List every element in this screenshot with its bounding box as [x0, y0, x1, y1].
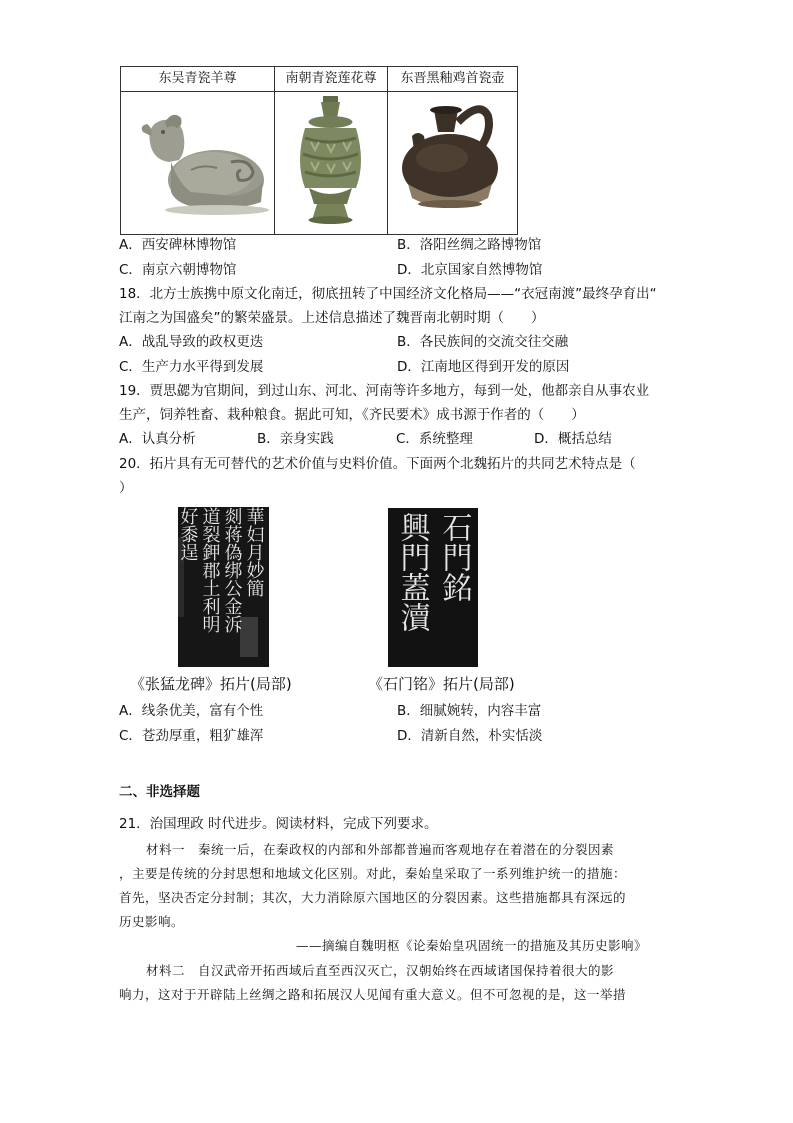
artifact-header: 东吴青瓷羊尊 — [121, 67, 274, 92]
material1-line4: 历史影响。 — [119, 914, 185, 929]
q19-stem-line2: 生产，饲养牲畜、栽种粮食。据此可知，《齐民要术》成书源于作者的（ ） — [119, 407, 585, 423]
rubbing1-caption: 《张猛龙碑》拓片(局部) — [130, 675, 292, 693]
q19-option-a[interactable]: A．认真分析 — [119, 431, 196, 447]
rubbing1-col: 華妇月妙簡 — [243, 507, 265, 597]
q19-stem-line1: 19．贾思勰为官期间，到过山东、河北、河南等许多地方，每到一处，他都亲自从事农业 — [119, 383, 650, 399]
artifact-table — [120, 66, 518, 235]
material2-line2: 响力，这对于开辟陆上丝绸之路和拓展汉人见闻有重大意义。但不可忽视的是，这一举措 — [119, 987, 627, 1002]
q18-stem-line1: 18．北方士族携中原文化南迁，彻底扭转了中国经济文化格局——“衣冠南渡”最终孕育出“ — [119, 286, 657, 302]
artifact-header: 南朝青瓷莲花尊 — [275, 67, 387, 92]
q20-option-b[interactable]: B．细腻婉转，内容丰富 — [397, 703, 542, 719]
celadon-sheep-image — [121, 92, 274, 234]
q18-option-b[interactable]: B．各民族间的交流交往交融 — [397, 334, 569, 350]
black-glazed-ewer-image — [388, 92, 517, 234]
rubbing2-col: 石門銘 — [436, 512, 472, 602]
zhang-menglong-rubbing-image — [178, 507, 269, 667]
q19-option-c[interactable]: C．系统整理 — [396, 431, 473, 447]
q19-option-b[interactable]: B．亲身实践 — [257, 431, 334, 447]
material1-line3: 首先，坚决否定分封制；其次，大力消除原六国地区的分裂因素。这些措施都具有深远的 — [119, 890, 627, 905]
section-title: 二、非选择题 — [119, 784, 200, 800]
material2-line1: 材料二 自汉武帝开拓西域后直至西汉灭亡，汉朝始终在西域诸国保持着很大的影 — [146, 963, 615, 978]
q17-option-d[interactable]: D．北京国家自然博物馆 — [397, 262, 543, 278]
artifact-column-sheep — [121, 67, 275, 234]
q19-option-d[interactable]: D．概括总结 — [534, 431, 612, 447]
q18-option-d[interactable]: D．江南地区得到开发的原因 — [397, 359, 570, 375]
rubbing1-col: 剡蒋偽绑公金泝 — [221, 507, 243, 633]
artifact-header: 东晋黑釉鸡首瓷壶 — [388, 67, 517, 92]
q20-option-a[interactable]: A．线条优美，富有个性 — [119, 703, 264, 719]
rubbing1-col: 好黍逞 — [178, 507, 199, 561]
q21-intro: 21．治国理政 时代进步。阅读材料，完成下列要求。 — [119, 816, 438, 832]
q17-option-c[interactable]: C．南京六朝博物馆 — [119, 262, 237, 278]
artifact-column-ewer — [388, 67, 517, 234]
artifact-column-lotus — [275, 67, 388, 234]
q20-stem-line2: ） — [119, 480, 133, 496]
material1-line2: ，主要是传统的分封思想和地域文化区别。对此，秦始皇采取了一系列维护统一的措施： — [119, 866, 627, 881]
q17-option-b[interactable]: B．洛阳丝绸之路博物馆 — [397, 237, 542, 253]
q18-option-c[interactable]: C．生产力水平得到发展 — [119, 359, 264, 375]
celadon-lotus-vessel-image — [275, 92, 387, 234]
q20-option-d[interactable]: D．清新自然，朴实恬淡 — [397, 728, 543, 744]
q20-stem-line1: 20．拓片具有无可替代的艺术价值与史料价值。下面两个北魏拓片的共同艺术特点是（ — [119, 456, 636, 472]
q18-option-a[interactable]: A．战乱导致的政权更迭 — [119, 334, 264, 350]
shimen-ming-rubbing-image — [388, 508, 478, 667]
q17-option-a[interactable]: A．西安碑林博物馆 — [119, 237, 237, 253]
rubbing2-col: 興門蓋瀆 — [394, 512, 430, 632]
material1-line1: 材料一 秦统一后，在秦政权的内部和外部都普遍而客观地存在着潜在的分裂因素 — [146, 842, 615, 857]
q18-stem-line2: 江南之为国盛矣”的繁荣盛景。上述信息描述了魏晋南北朝时期（ ） — [119, 310, 545, 326]
rubbing1-col: 道裂鉀郡土利明 — [199, 507, 221, 633]
q20-option-c[interactable]: C．苍劲厚重，粗犷雄浑 — [119, 728, 264, 744]
rubbing2-caption: 《石门铭》拓片(局部) — [368, 675, 515, 693]
material1-source: ——摘编自魏明枢《论秦始皇巩固统一的措施及其历史影响》 — [296, 938, 648, 953]
